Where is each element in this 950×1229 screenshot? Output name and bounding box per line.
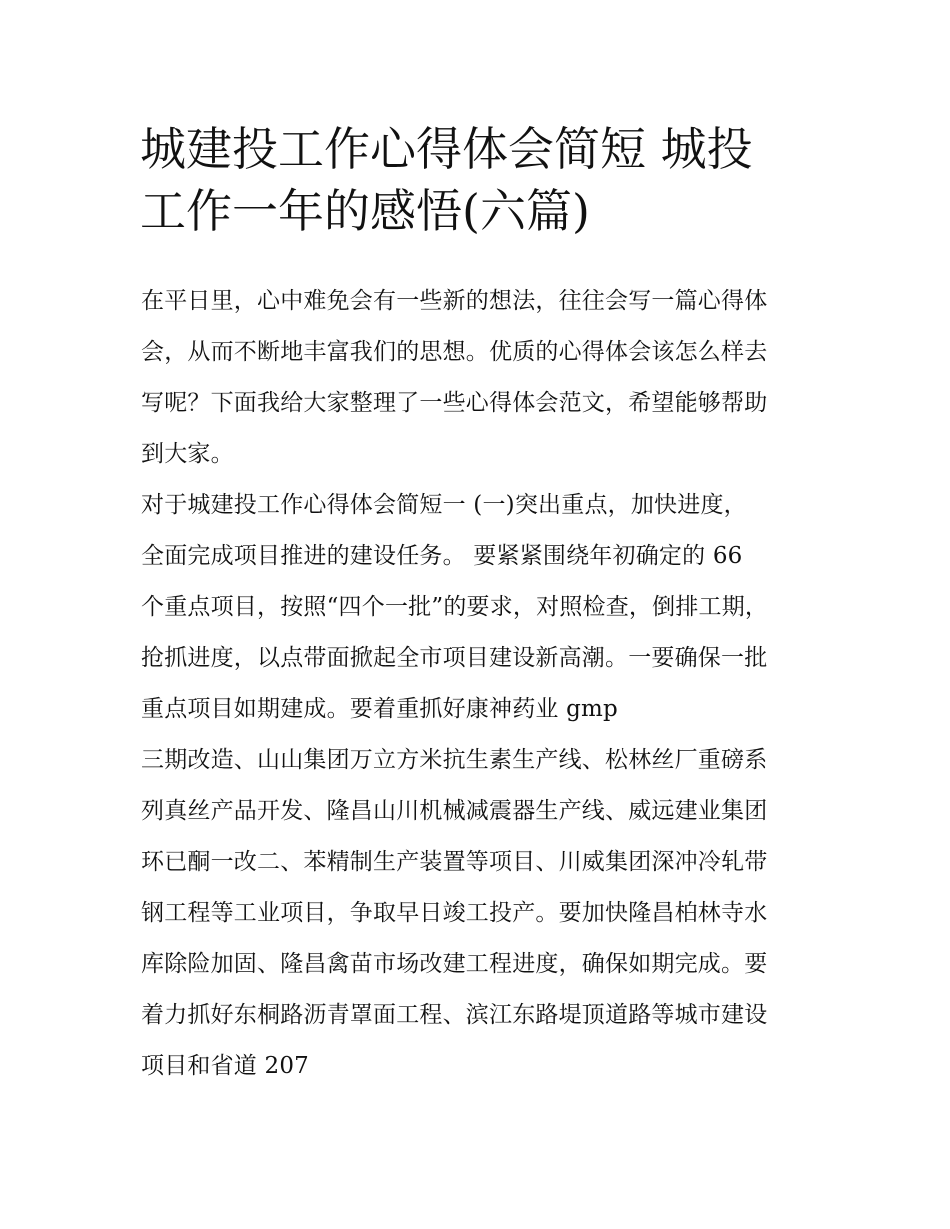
document-title: [140, 118, 820, 242]
body-line: 个重点项目，按照“四个一批”的要求，对照检查，倒排工期，: [141, 594, 769, 620]
body-line: 全面完成项目推进的建设任务。 要紧紧围绕年初确定的 66: [141, 543, 743, 569]
body-line: 项目和省道 207: [141, 1053, 310, 1079]
title-line-2: 工作一年的感悟(六篇): [140, 184, 590, 238]
body-line: 着力抓好东桐路沥青罩面工程、滨江东路堤顶道路等城市建设: [141, 1002, 768, 1028]
body-line: 重点项目如期建成。要着重抓好康神药业 gmp: [141, 696, 618, 722]
body-line: 库除险加固、隆昌禽苗市场改建工程进度，确保如期完成。要: [141, 951, 768, 977]
body-line: 三期改造、山山集团万立方米抗生素生产线、松林丝厂重磅系: [141, 747, 768, 773]
body-line: 到大家。: [141, 441, 234, 467]
title-line-1: 城建投工作心得体会简短 城投: [140, 122, 753, 176]
body-line: 列真丝产品开发、隆昌山川机械减震器生产线、威远建业集团: [141, 798, 768, 824]
body-line: 环已酮一改二、苯精制生产装置等项目、川威集团深冲冷轧带: [141, 849, 768, 875]
body-line: 抢抓进度，以点带面掀起全市项目建设新高潮。一要确保一批: [141, 645, 768, 671]
body-line: 写呢？下面我给大家整理了一些心得体会范文，希望能够帮助: [141, 390, 768, 416]
body-line: 对于城建投工作心得体会简短一 (一)突出重点，加快进度，: [141, 492, 747, 518]
body-line: 会，从而不断地丰富我们的思想。优质的心得体会该怎么样去: [141, 339, 768, 365]
body-line: 在平日里，心中难免会有一些新的想法，往往会写一篇心得体: [141, 288, 768, 314]
document-body: [141, 276, 821, 1092]
body-line: 钢工程等工业项目，争取早日竣工投产。要加快隆昌柏林寺水: [141, 900, 768, 926]
